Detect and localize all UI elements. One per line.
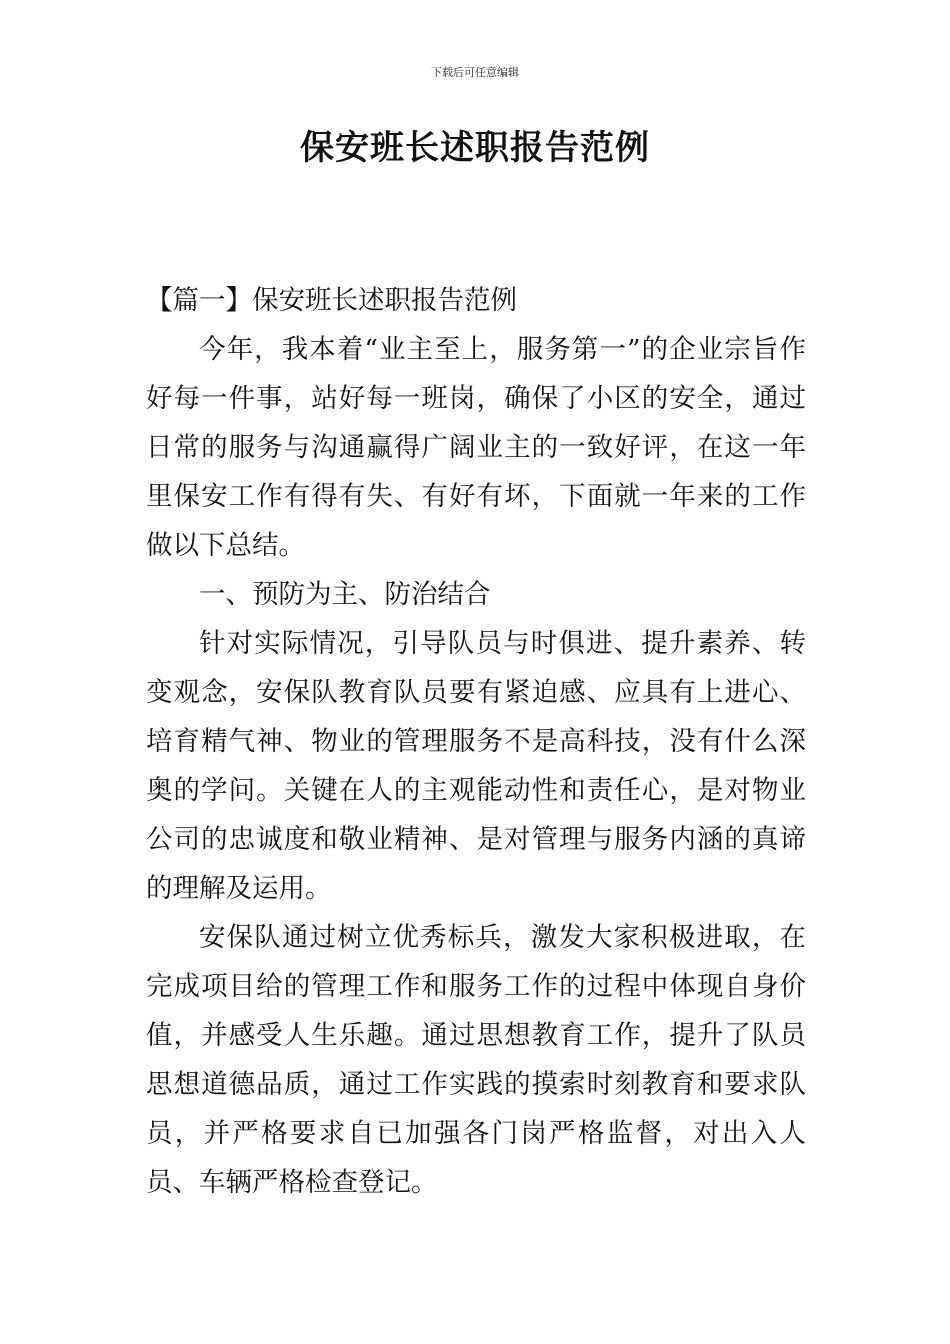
subsection-heading: 一、预防为主、防治结合 — [199, 579, 491, 610]
document-title: 保安班长述职报告范例 — [300, 128, 650, 168]
paragraph-role-models: 安保队通过树立优秀标兵，激发大家积极进取，在完成项目给的管理工作和服务工作的过程中体现自身价值，并感受人生乐趣。通过思想教育工作，提升了队员思想道德品质，通过工作实践的摸索时刻教育和要求队员，并严格要求自已加强各门岗严格监督，对出入人员、车辆严格检查登记。 — [146, 922, 806, 1198]
paragraph-guidance: 针对实际情况，引导队员与时俱进、提升素养、转变观念，安保队教育队员要有紧迫感、应具有上进心、培育精气神、物业的管理服务不是高科技，没有什么深奥的学问。关键在人的主观能动性和责任心，是对物业公司的忠诚度和敬业精神、是对管理与服务内涵的真谛的理解及运用。 — [146, 628, 806, 904]
paragraph-intro: 今年，我本着“业主至上，服务第一”的企业宗旨作好每一件事，站好每一班岗，确保了小区的安全，通过日常的服务与沟通赢得广阔业主的一致好评，在这一年里保安工作有得有失、有好有坏，下面就一年来的工作做以下总结。 — [146, 334, 806, 561]
document-body — [146, 276, 806, 1207]
section-heading: 【篇一】保安班长述职报告范例 — [146, 285, 517, 316]
header-note: 下载后可任意编辑 — [431, 66, 519, 79]
